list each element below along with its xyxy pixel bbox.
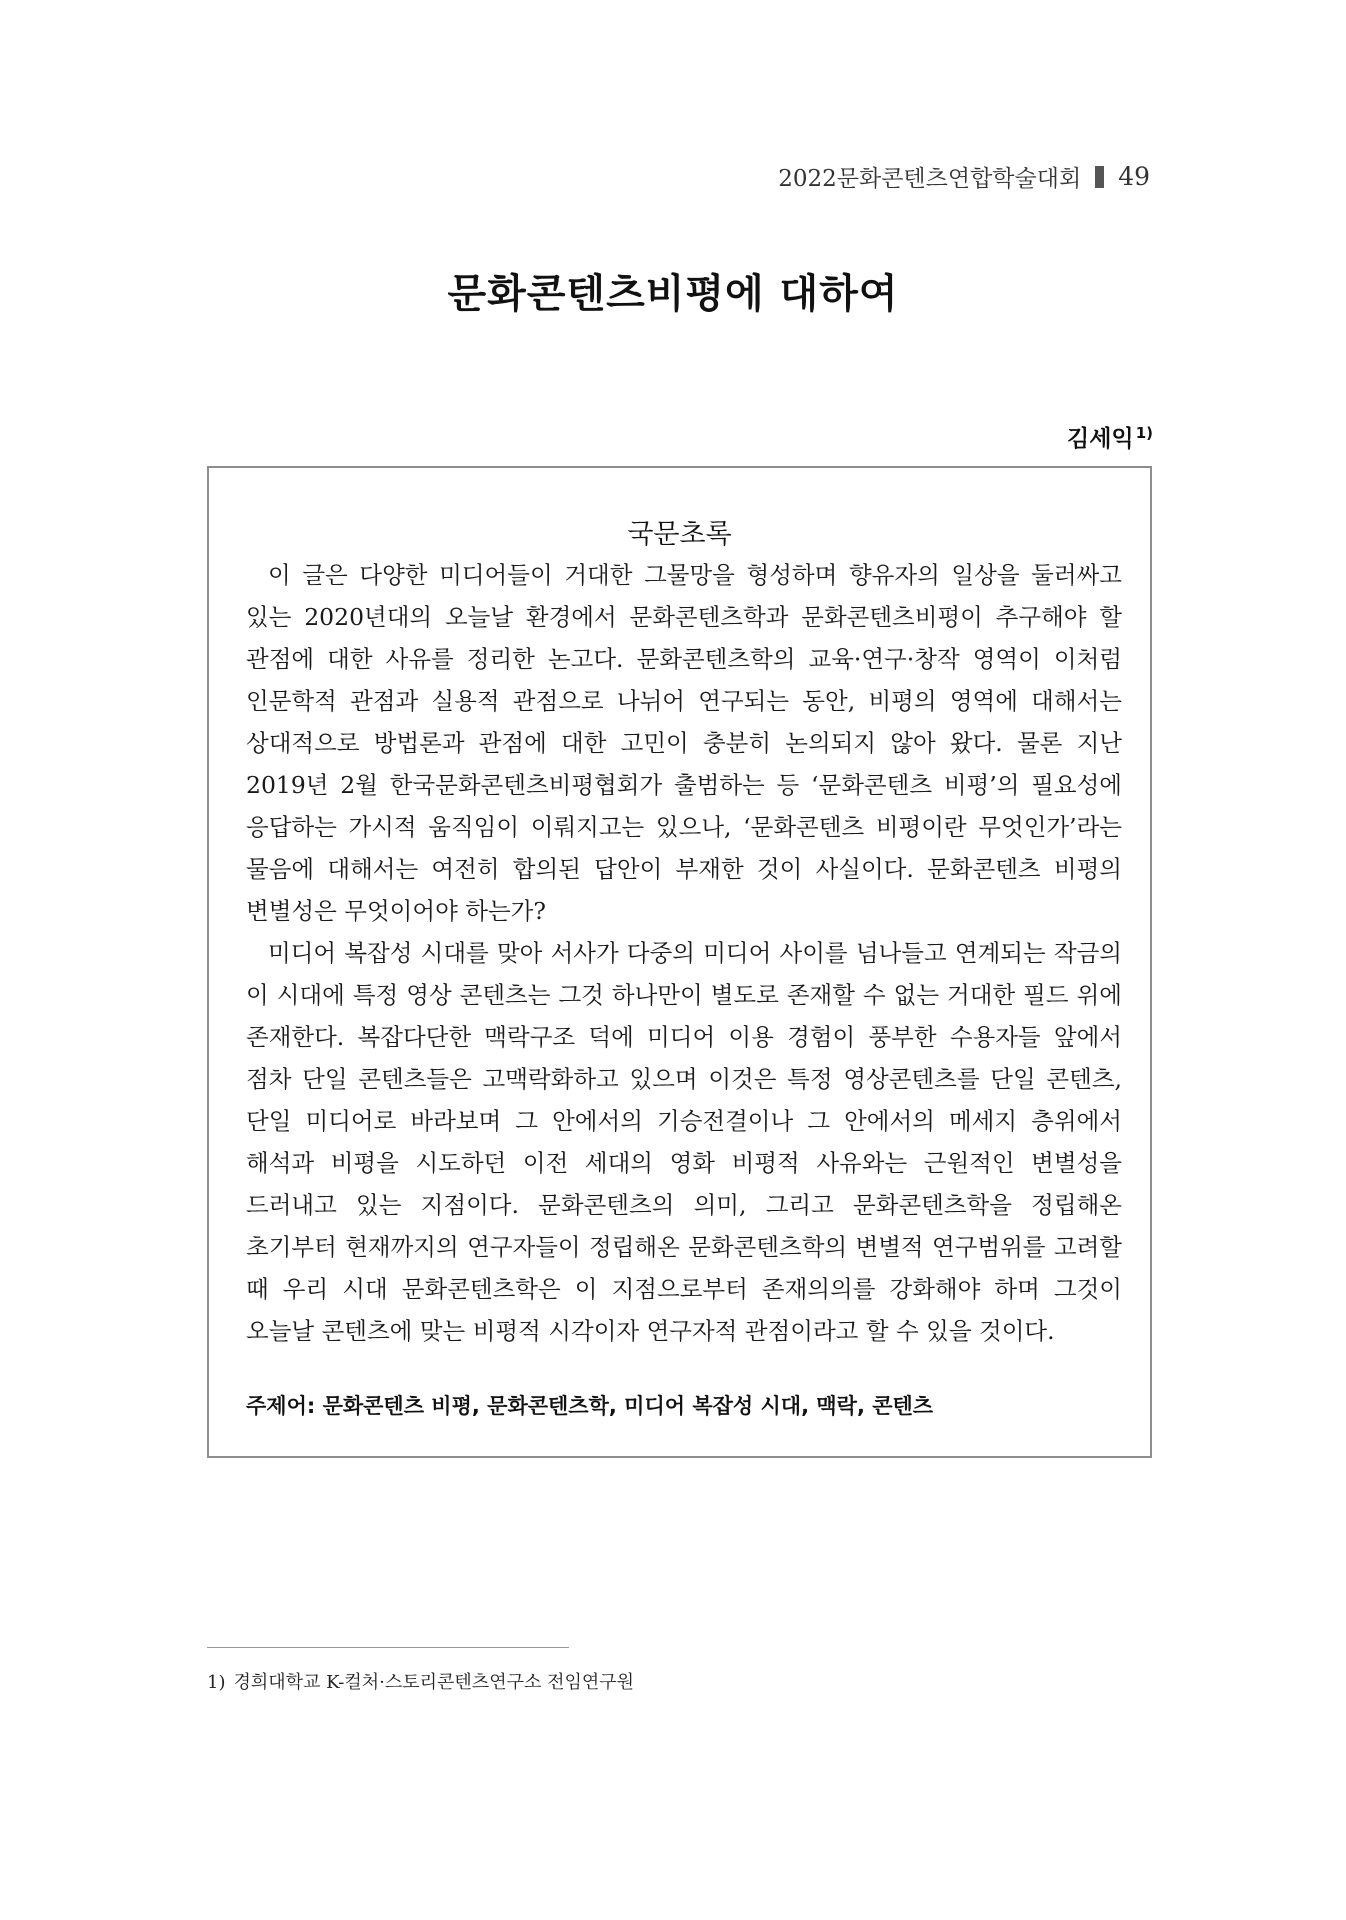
author-name: 김세익 xyxy=(1067,426,1134,452)
author-line xyxy=(1067,420,1153,453)
keywords-line: 주제어: 문화콘텐츠 비평, 문화콘텐츠학, 미디어 복잡성 시대, 맥락, 콘텐츠 xyxy=(246,1394,934,1418)
footnote-divider xyxy=(207,1647,569,1648)
running-header xyxy=(778,160,1150,193)
paper-title: 문화콘텐츠비평에 대하여 xyxy=(447,271,899,317)
footnote-text: 경희대학교 K-컬처·스토리콘텐츠연구소 전임연구원 xyxy=(233,1672,635,1693)
footnote xyxy=(207,1668,634,1694)
page-number: 49 xyxy=(1118,162,1150,191)
header-separator-bar xyxy=(1095,166,1104,188)
abstract-paragraph-1: 이 글은 다양한 미디어들이 거대한 그물망을 형성하며 향유자의 일상을 둘러싸고 있는 2020년대의 오늘날 환경에서 문화콘텐츠학과 문화콘텐츠비평이 추구해야 할 관점에 대한 사유를 정리한 논고다. 문화콘텐츠학의 교육·연구·창작 영역이 이처럼 인문학적 관점과 실용적 관점으로 나뉘어 연구되는 동안, 비평의 영역에 대해서는 상대적으로 방법론과 관점에 대한 고민이 충분히 논의되지 않아 왔다. 물론 지난 2019년 2월 한국문화콘텐츠비평협회가 출범하는 등 ‘문화콘텐츠 비평’의 필요성에 응답하는 가시적 움직임이 이뤄지고는 있으나, ‘문화콘텐츠 비평이란 무엇인가’라는 물음에 대해서는 여전히 합의된 답안이 부재한 것이 사실이다. 문화콘텐츠 비평의 변별성은 무엇이어야 하는가? xyxy=(246,561,1122,925)
abstract-body xyxy=(246,554,1122,1352)
abstract-paragraph-2: 미디어 복잡성 시대를 맞아 서사가 다중의 미디어 사이를 넘나들고 연계되는 작금의 이 시대에 특정 영상 콘텐츠는 그것 하나만이 별도로 존재할 수 없는 거대한 필드 위에 존재한다. 복잡다단한 맥락구조 덕에 미디어 이용 경험이 풍부한 수용자들 앞에서 점차 단일 콘텐츠들은 고맥락화하고 있으며 이것은 특정 영상콘텐츠를 단일 콘텐츠, 단일 미디어로 바라보며 그 안에서의 기승전결이나 그 안에서의 메세지 층위에서 해석과 비평을 시도하던 이전 세대의 영화 비평적 사유와는 근원적인 변별성을 드러내고 있는 지점이다. 문화콘텐츠의 의미, 그리고 문화콘텐츠학을 정립해온 초기부터 현재까지의 연구자들이 정립해온 문화콘텐츠학의 변별적 연구범위를 고려할 때 우리 시대 문화콘텐츠학은 이 지점으로부터 존재의의를 강화해야 하며 그것이 오늘날 콘텐츠에 맞는 비평적 시각이자 연구자적 관점이라고 할 수 있을 것이다. xyxy=(246,939,1122,1345)
abstract-heading: 국문초록 xyxy=(627,519,732,550)
conference-title: 2022문화콘텐츠연합학술대회 xyxy=(778,166,1082,192)
footnote-marker: 1) xyxy=(207,1672,226,1693)
author-footnote-marker: 1) xyxy=(1135,424,1153,442)
abstract-box xyxy=(207,466,1152,1458)
